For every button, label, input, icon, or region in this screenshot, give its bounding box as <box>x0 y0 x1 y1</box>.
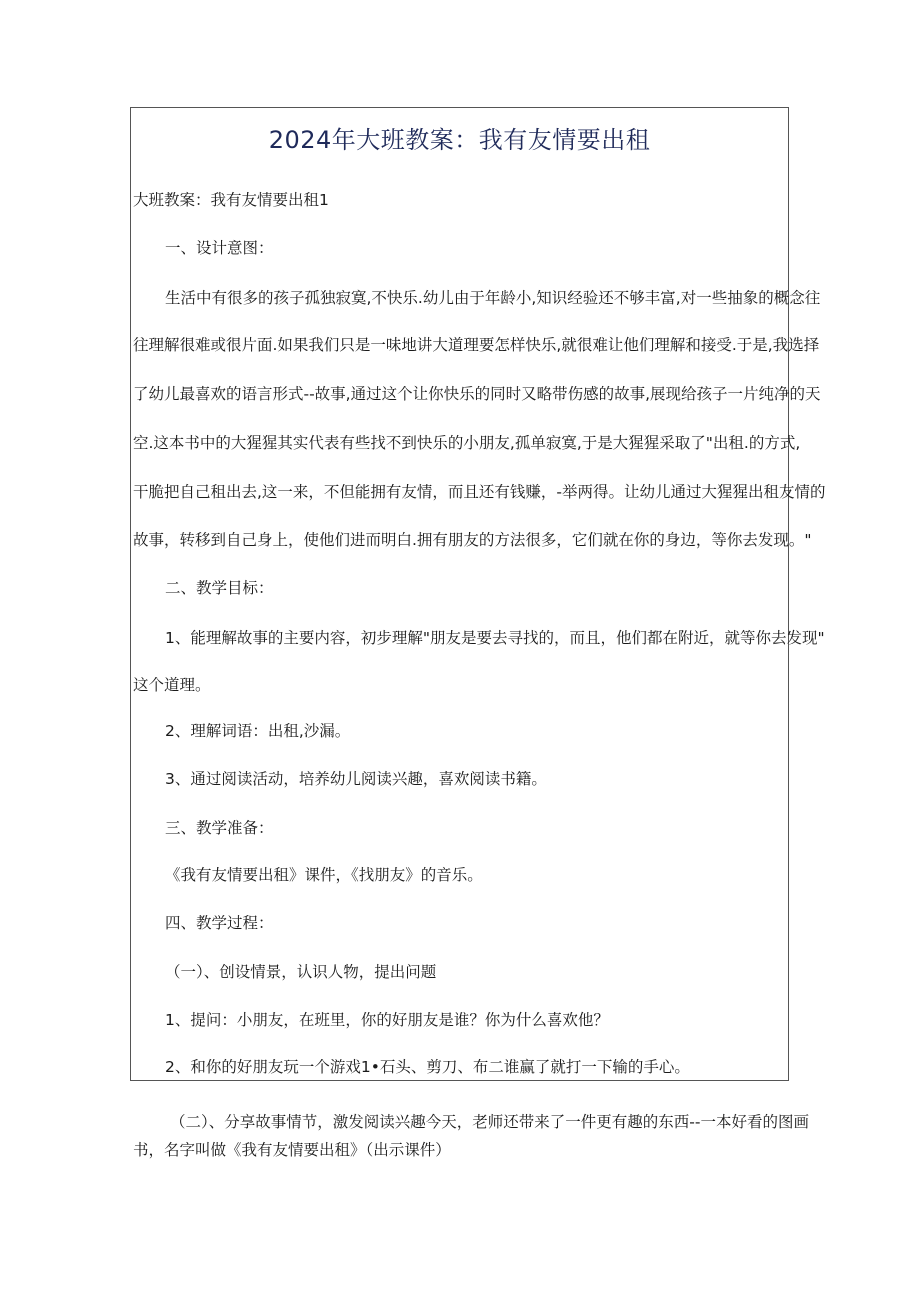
goal-item-1-continued: 这个道理。 <box>133 676 211 694</box>
goal-item-3: 3、通过阅读活动，培养幼儿阅读兴趣，喜欢阅读书籍。 <box>165 770 547 788</box>
paragraph-line: 生活中有很多的孩子孤独寂寞,不快乐.幼儿由于年龄小,知识经验还不够丰富,对一些抽象的概念往 <box>165 289 821 307</box>
process-game: 2、和你的好朋友玩一个游戏1•石头、剪刀、布二谁赢了就打一下输的手心。 <box>165 1058 690 1076</box>
process-question: 1、提问：小朋友，在班里，你的好朋友是谁？你为什么喜欢他？ <box>165 1011 609 1029</box>
paragraph-line: 故事，转移到自己身上，使他们进而明白.拥有朋友的方法很多，它们就在你的身边，等你去发现。" <box>133 531 812 549</box>
paragraph-line: 干脆把自己租出去,这一来，不但能拥有友情，而且还有钱赚，-举两得。让幼儿通过大猩猩出租友情的 <box>133 483 826 501</box>
paragraph-line: 空.这本书中的大猩猩其实代表有些找不到快乐的小朋友,孤单寂寞,于是大猩猩采取了"出租.的方式, <box>133 434 801 452</box>
heading-teaching-process: 四、教学过程： <box>165 914 274 932</box>
process-step-1: （一）、创设情景，认识人物，提出问题 <box>165 963 437 981</box>
paragraph-line: 往理解很难或很片面.如果我们只是一味地讲大道理要怎样快乐,就很难让他们理解和接受.于是,我选择 <box>133 336 820 354</box>
heading-teaching-goals: 二、教学目标： <box>165 579 274 597</box>
paragraph-line: 了幼儿最喜欢的语言形式--故事,通过这个让你快乐的同时又略带伤感的故事,展现给孩子一片纯净的天 <box>133 385 821 403</box>
process-step-2-continued: 书，名字叫做《我有友情要出租》（出示课件） <box>133 1141 451 1159</box>
prep-item: 《我有友情要出租》课件，《找朋友》的音乐。 <box>165 866 483 884</box>
goal-item-2: 2、理解词语：出租,沙漏。 <box>165 722 351 740</box>
process-step-2: （二）、分享故事情节，激发阅读兴趣今天，老师还带来了一件更有趣的东西--一本好看的图画 <box>170 1113 809 1131</box>
heading-teaching-prep: 三、教学准备： <box>165 819 274 837</box>
document-title: 2024年大班教案：我有友情要出租 <box>268 126 651 154</box>
heading-design-intent: 一、设计意图： <box>165 239 274 257</box>
section-subtitle: 大班教案：我有友情要出租1 <box>133 191 329 209</box>
goal-item-1: 1、能理解故事的主要内容，初步理解"朋友是要去寻找的，而且，他们都在附近，就等你去发现" <box>165 629 825 647</box>
document-frame <box>130 107 826 1081</box>
